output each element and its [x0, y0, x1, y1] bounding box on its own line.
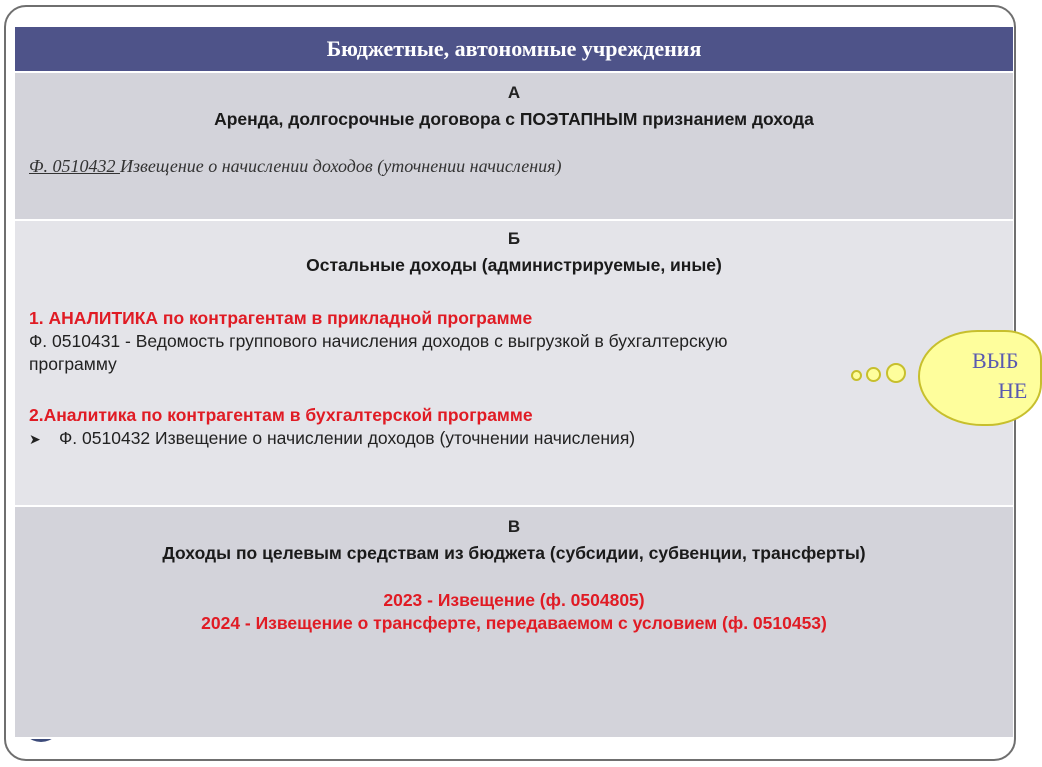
callout-line2: НЕ: [998, 378, 1028, 403]
section-b-row: [15, 221, 1013, 507]
section-a-form-code: Ф. 0510432: [29, 156, 120, 176]
table-header: [15, 27, 1013, 73]
section-a-title: Аренда, долгосрочные договора с ПОЭТАПНЫМ признанием дохода: [214, 109, 814, 129]
section-a-form-text: Извещение о начислении доходов (уточнении начисления): [119, 156, 562, 176]
section-b-item1-line1: Ф. 0510431 - Ведомость группового начисления доходов с выгрузкой в бухгалтерскую: [29, 331, 728, 351]
callout-cloud: [918, 330, 1042, 426]
section-b-letter: Б: [507, 229, 521, 248]
section-a-row: [15, 73, 1013, 221]
income-table: [15, 27, 1013, 739]
table-title: Бюджетные, автономные учреждения: [326, 36, 702, 61]
callout-dot-large: [886, 363, 906, 383]
section-b-item2: [29, 428, 999, 449]
section-b-item2-title: 2.Аналитика по контрагентам в бухгалтерской программе: [29, 405, 533, 425]
section-c-row: [15, 507, 1013, 739]
section-b-title: Остальные доходы (администрируемые, иные): [306, 255, 722, 275]
callout-dot-medium: [866, 367, 881, 382]
section-b-item1-line2: программу: [29, 354, 117, 374]
section-c-2023: 2023 - Извещение (ф. 0504805): [383, 590, 645, 610]
section-a-form: [29, 156, 999, 177]
section-c-2024: 2024 - Извещение о трансферте, передаваемом с условием (ф. 0510453): [201, 613, 827, 633]
callout-dot-small: [851, 370, 862, 381]
section-c-title: Доходы по целевым средствам из бюджета (субсидии, субвенции, трансферты): [162, 543, 866, 563]
callout-line1: ВЫБ: [972, 348, 1019, 373]
section-a-letter: А: [507, 83, 521, 102]
arrow-bullet-icon: ➤: [29, 431, 41, 447]
section-b-item1-title: 1. АНАЛИТИКА по контрагентам в прикладной программе: [29, 308, 533, 328]
section-c-letter: В: [507, 517, 521, 536]
section-b-item2-text: Ф. 0510432 Извещение о начислении доходов (уточнении начисления): [59, 428, 636, 448]
